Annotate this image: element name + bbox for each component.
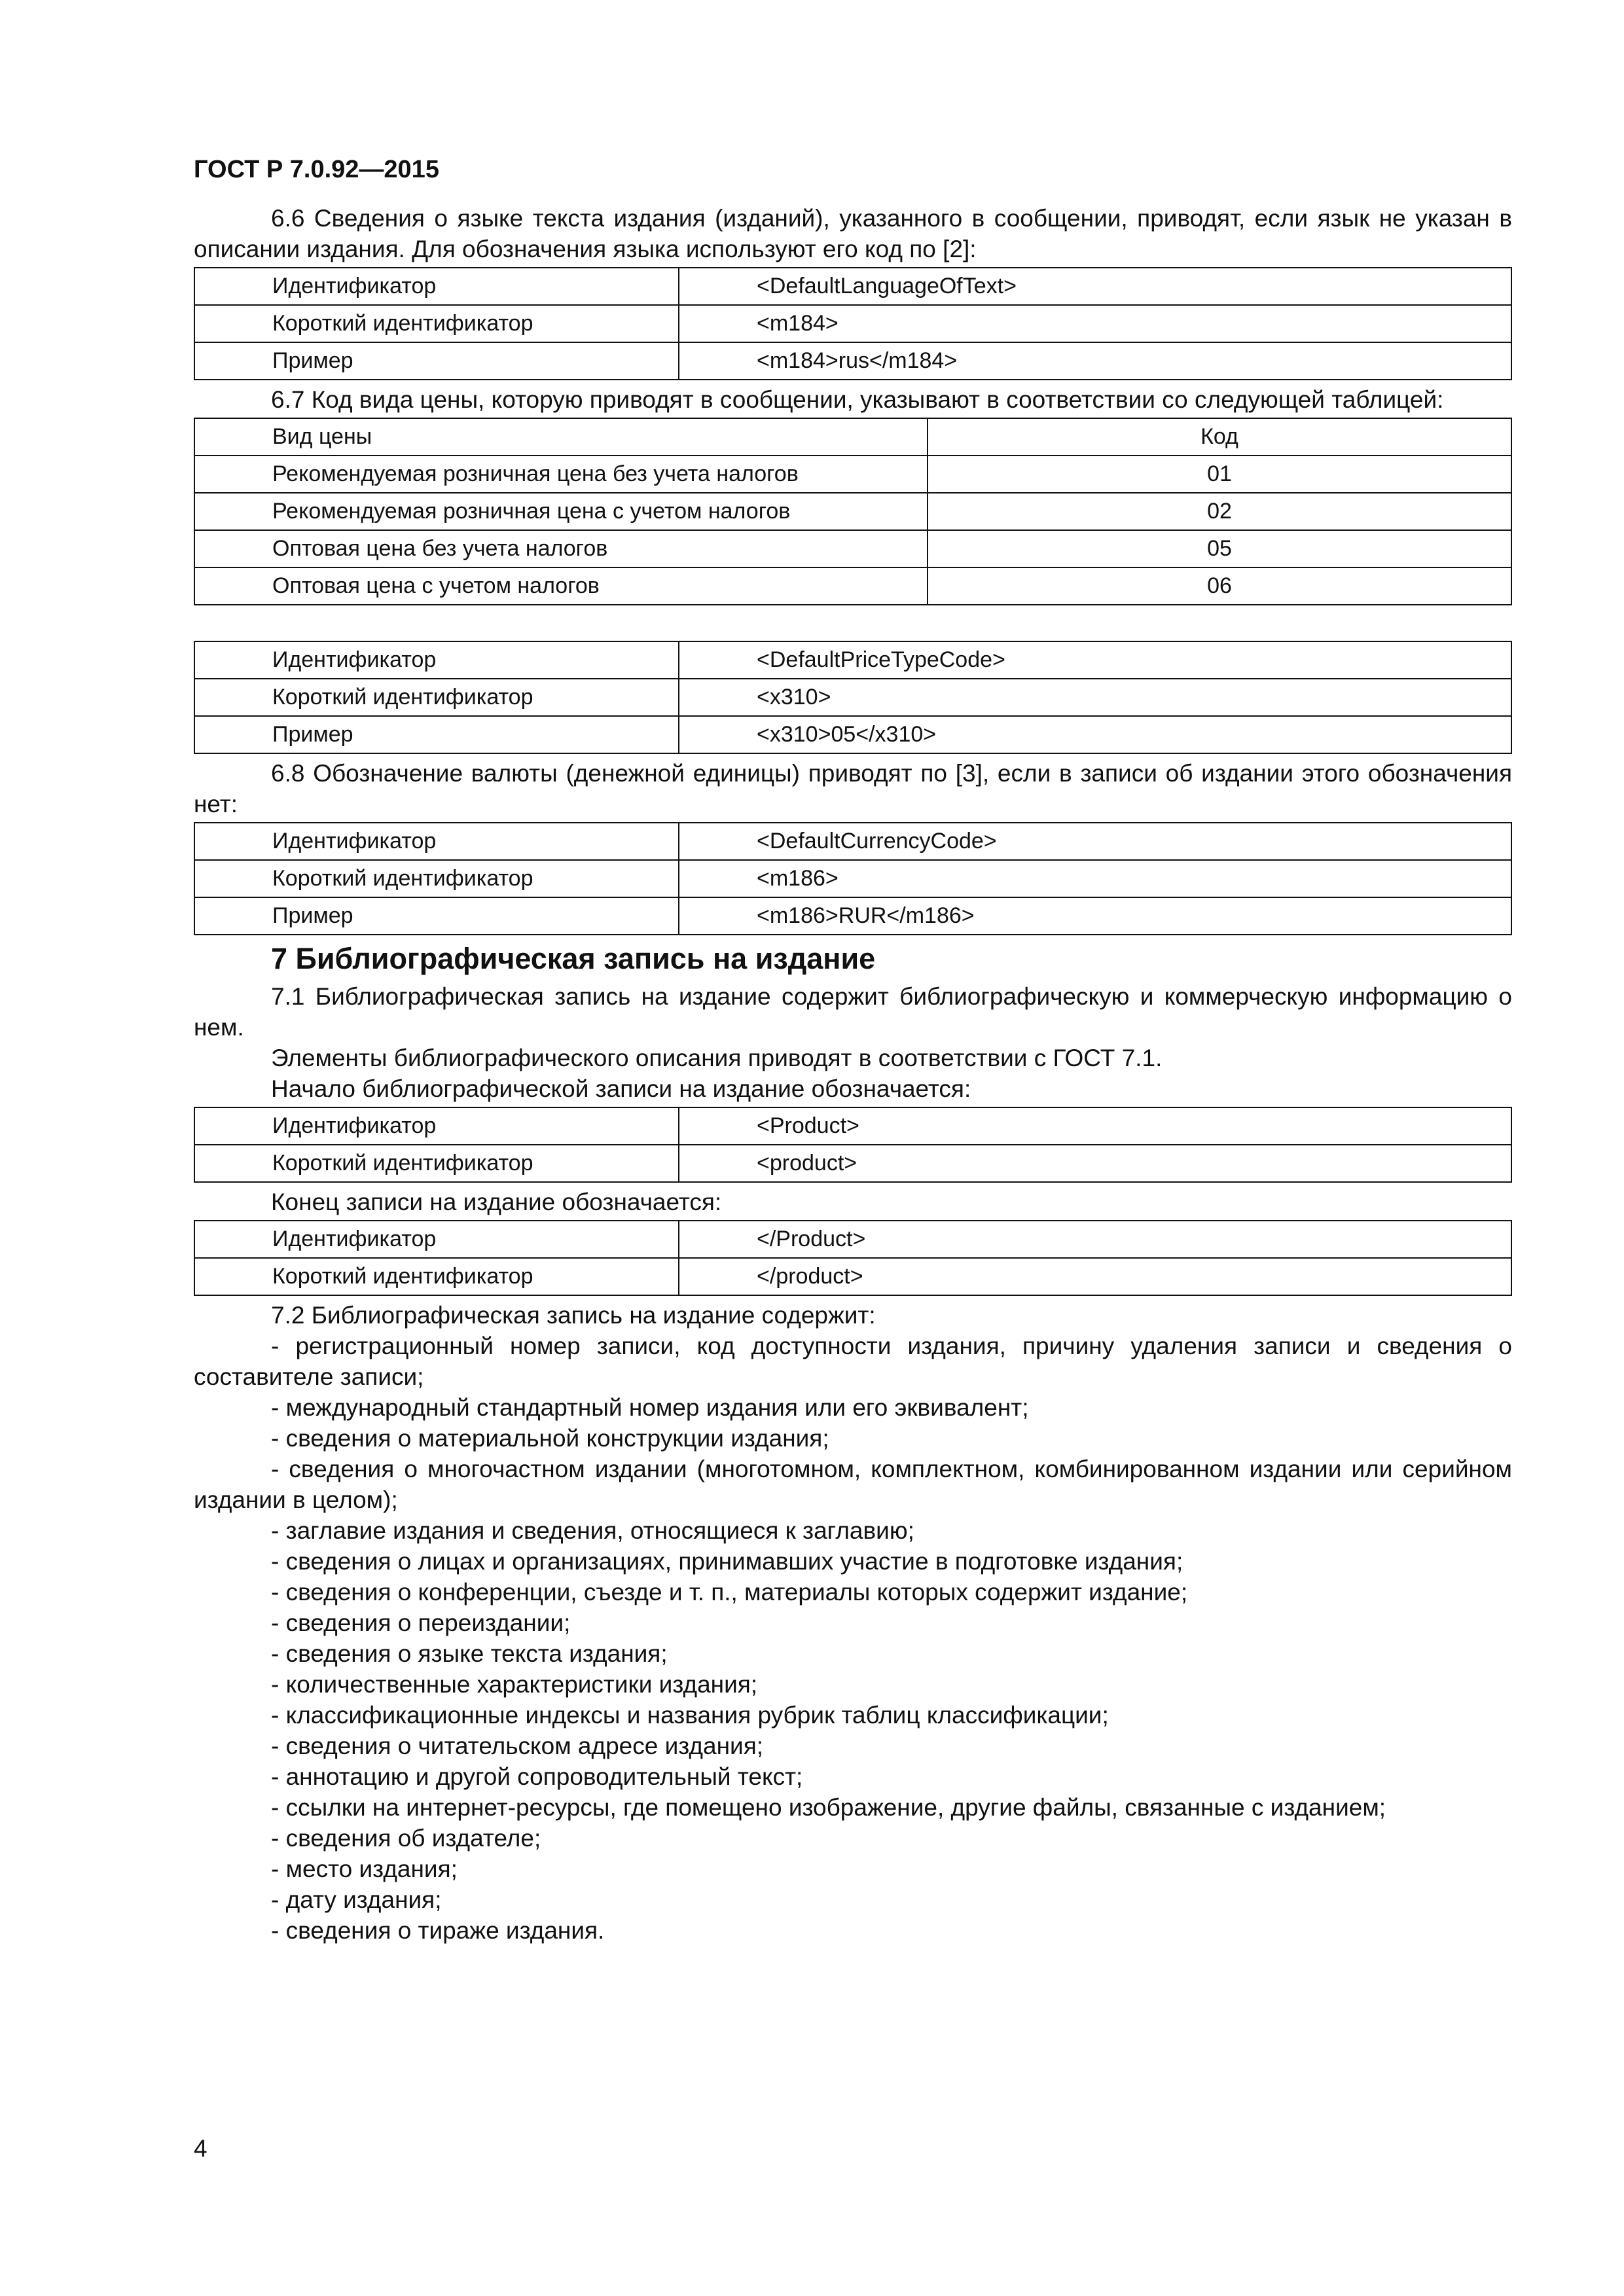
paragraph-7-2: 7.2 Библиографическая запись на издание содержит: bbox=[271, 1302, 876, 1329]
price-type-table bbox=[194, 641, 1512, 754]
table-row: Пример <m184>rus</m184> bbox=[194, 342, 1511, 380]
table-row: Короткий идентификатор <m186> bbox=[194, 860, 1511, 897]
list-item: - аннотацию и другой сопроводительный текст; bbox=[271, 1763, 803, 1790]
paragraph-6-7: 6.7 Код вида цены, которую приводят в сообщении, указывают в соответствии со следующей таблицей: bbox=[271, 386, 1444, 413]
paragraph-6-6: 6.6 Сведения о языке текста издания (изданий), указанного в сообщении, приводят, если язык не указан в описании издания. Для обозначения языка используют его код по [2]: bbox=[194, 205, 1512, 262]
contents-list bbox=[194, 1331, 1512, 1946]
document-page bbox=[194, 154, 1512, 1946]
list-item: - заглавие издания и сведения, относящиеся к заглавию; bbox=[271, 1517, 914, 1544]
list-item: - ссылки на интернет-ресурсы, где помещено изображение, другие файлы, связанные с изданием; bbox=[271, 1794, 1386, 1821]
list-item: - сведения о конференции, съезде и т. п., материалы которых содержит издание; bbox=[271, 1579, 1188, 1605]
list-item: - регистрационный номер записи, код доступности издания, причину удаления записи и сведения о составителе записи; bbox=[194, 1333, 1512, 1390]
list-item: - количественные характеристики издания; bbox=[271, 1671, 758, 1698]
table-row: Короткий идентификатор </product> bbox=[194, 1258, 1511, 1295]
table-header-row: Вид цены Код bbox=[194, 418, 1511, 456]
paragraph-7-1: 7.1 Библиографическая запись на издание содержит библиографическую и коммерческую информацию о нем. bbox=[194, 983, 1512, 1041]
list-item: - место издания; bbox=[271, 1856, 458, 1882]
list-item: - классификационные индексы и названия рубрик таблиц классификации; bbox=[271, 1702, 1109, 1729]
table-row: Рекомендуемая розничная цена с учетом налогов 02 bbox=[194, 493, 1511, 530]
record-start-table bbox=[194, 1107, 1512, 1183]
list-item: - сведения об издателе; bbox=[271, 1825, 541, 1852]
record-end-table bbox=[194, 1220, 1512, 1296]
page-number: 4 bbox=[194, 2135, 208, 2162]
table-row: Идентификатор <DefaultLanguageOfText> bbox=[194, 268, 1511, 305]
paragraph-6-8: 6.8 Обозначение валюты (денежной единицы) приводят по [3], если в записи об издании этого обозначения нет: bbox=[194, 760, 1512, 817]
table-row: Короткий идентификатор <x310> bbox=[194, 679, 1511, 716]
list-item: - сведения о лицах и организациях, принимавших участие в подготовке издания; bbox=[271, 1548, 1183, 1575]
table-row: Идентификатор <Product> bbox=[194, 1107, 1511, 1145]
table-row: Идентификатор </Product> bbox=[194, 1221, 1511, 1258]
table-row: Оптовая цена с учетом налогов 06 bbox=[194, 567, 1511, 605]
table-row: Оптовая цена без учета налогов 05 bbox=[194, 530, 1511, 567]
list-item: - дату издания; bbox=[271, 1886, 442, 1913]
list-item: - сведения о тираже издания. bbox=[271, 1917, 605, 1944]
list-item: - международный стандартный номер издания или его эквивалент; bbox=[271, 1394, 1029, 1421]
section-7-heading: 7 Библиографическая запись на издание bbox=[271, 942, 876, 975]
price-codes-table bbox=[194, 418, 1512, 605]
paragraph-7-1-start: Начало библиографической записи на издание обозначается: bbox=[271, 1075, 971, 1102]
table-row: Рекомендуемая розничная цена без учета налогов 01 bbox=[194, 456, 1511, 493]
table-row: Идентификатор <DefaultCurrencyCode> bbox=[194, 823, 1511, 860]
paragraph-7-1-end: Конец записи на издание обозначается: bbox=[271, 1189, 722, 1215]
paragraph-7-1-elements: Элементы библиографического описания приводят в соответствии с ГОСТ 7.1. bbox=[271, 1045, 1163, 1071]
document-header: ГОСТ Р 7.0.92—2015 bbox=[194, 156, 439, 183]
table-row: Пример <m186>RUR</m186> bbox=[194, 897, 1511, 935]
list-item: - сведения о переиздании; bbox=[271, 1609, 571, 1636]
table-row: Идентификатор <DefaultPriceTypeCode> bbox=[194, 641, 1511, 679]
list-item: - сведения о читательском адресе издания; bbox=[271, 1732, 764, 1759]
table-row: Короткий идентификатор <product> bbox=[194, 1145, 1511, 1182]
list-item: - сведения о многочастном издании (многотомном, комплектном, комбинированном издании или серийном издании в целом); bbox=[194, 1456, 1512, 1513]
list-item: - сведения о материальной конструкции издания; bbox=[271, 1425, 829, 1452]
currency-table bbox=[194, 822, 1512, 935]
table-row: Пример <x310>05</x310> bbox=[194, 716, 1511, 753]
language-table bbox=[194, 267, 1512, 380]
list-item: - сведения о языке текста издания; bbox=[271, 1640, 668, 1667]
table-row: Короткий идентификатор <m184> bbox=[194, 305, 1511, 342]
